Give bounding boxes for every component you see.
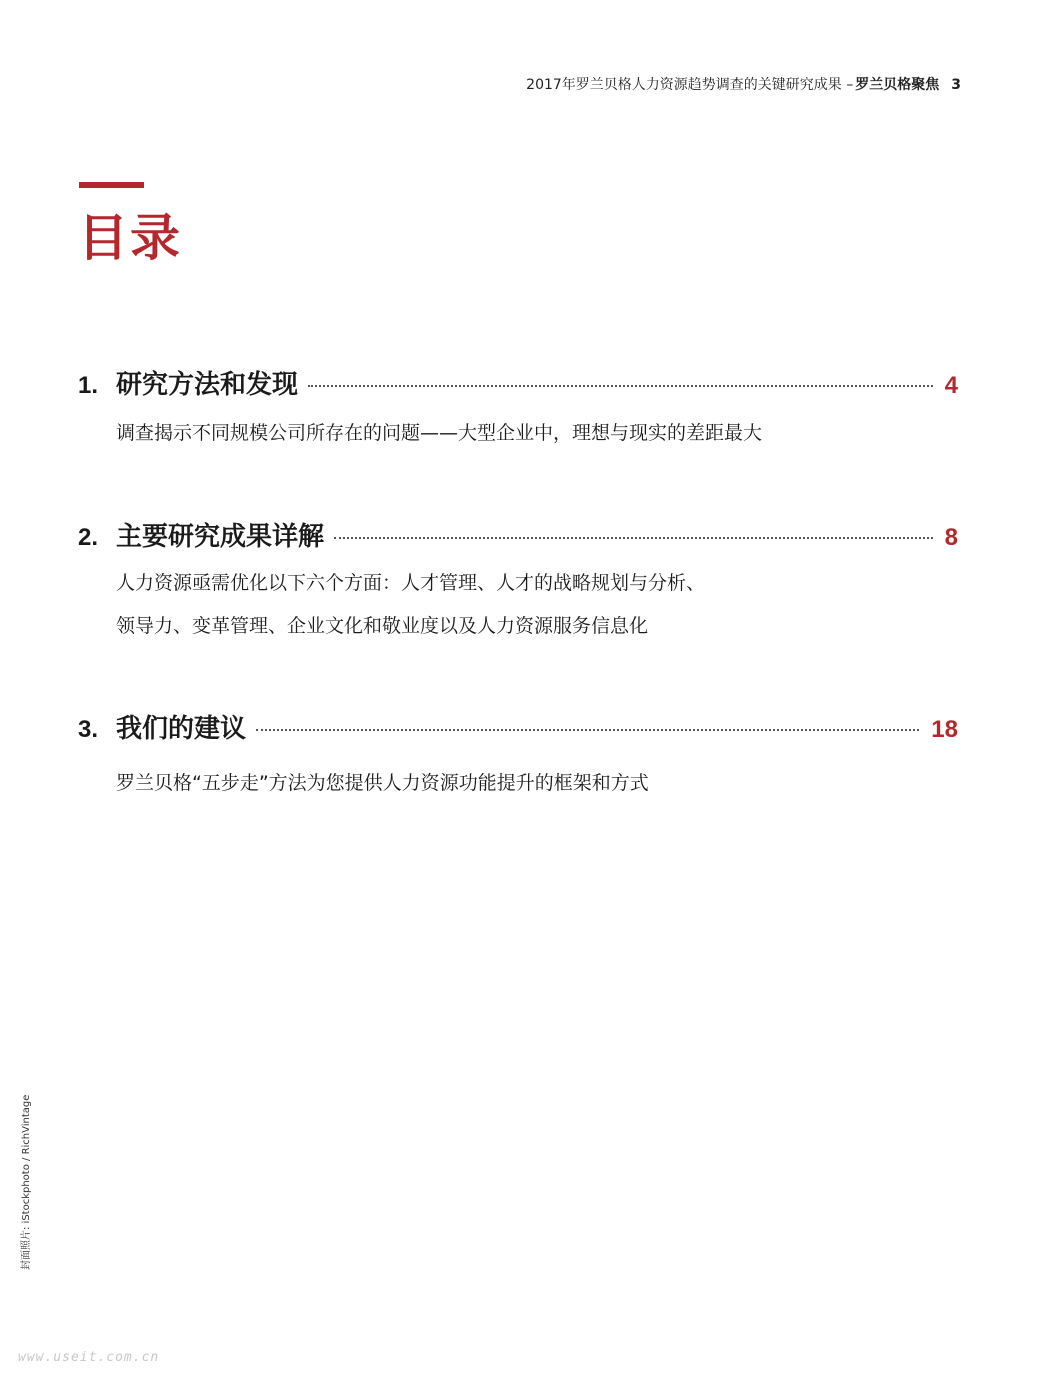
toc-entry-description: 人力资源亟需优化以下六个方面：人才管理、人才的战略规划与分析、: [116, 572, 706, 594]
toc-entry-2[interactable]: [78, 516, 958, 648]
toc-dot-leader: [334, 537, 933, 539]
header-text: 2017年罗兰贝格人力资源趋势调查的关键研究成果 –: [526, 77, 854, 93]
toc-entry-page[interactable]: 8: [944, 524, 958, 551]
toc-entry-description: 罗兰贝格“五步走”方法为您提供人力资源功能提升的框架和方式: [116, 772, 649, 794]
toc-entry-number: 2.: [78, 524, 99, 551]
watermark: www.useit.com.cn: [18, 1350, 160, 1365]
page-title: 目录: [78, 209, 182, 267]
toc-entry-title[interactable]: 研究方法和发现: [116, 370, 299, 400]
header-brand: 罗兰贝格聚焦: [855, 77, 940, 93]
header-page-number: 3: [951, 77, 961, 93]
photo-credit: [20, 1094, 34, 1270]
title-accent-bar: [79, 182, 144, 188]
toc-entry-title[interactable]: 我们的建议: [116, 714, 247, 744]
running-header: [526, 74, 961, 94]
toc-entry-title[interactable]: 主要研究成果详解: [116, 522, 325, 552]
toc-entry-number: 1.: [78, 372, 99, 399]
toc-entry-description: 调查揭示不同规模公司所存在的问题——大型企业中，理想与现实的差距最大: [116, 422, 763, 444]
photo-credit-text: 封面照片: iStockphoto / RichVintage: [21, 1094, 32, 1270]
toc-dot-leader: [308, 385, 933, 387]
toc-dot-leader: [256, 729, 919, 731]
toc-entry-3[interactable]: [78, 708, 958, 805]
toc-entry-page[interactable]: 18: [931, 716, 958, 743]
toc-entry-number: 3.: [78, 716, 99, 743]
toc-entry-page[interactable]: 4: [944, 372, 958, 399]
toc-entry-description: 领导力、变革管理、企业文化和敬业度以及人力资源服务信息化: [116, 615, 649, 637]
toc-entry-1[interactable]: [78, 364, 958, 455]
